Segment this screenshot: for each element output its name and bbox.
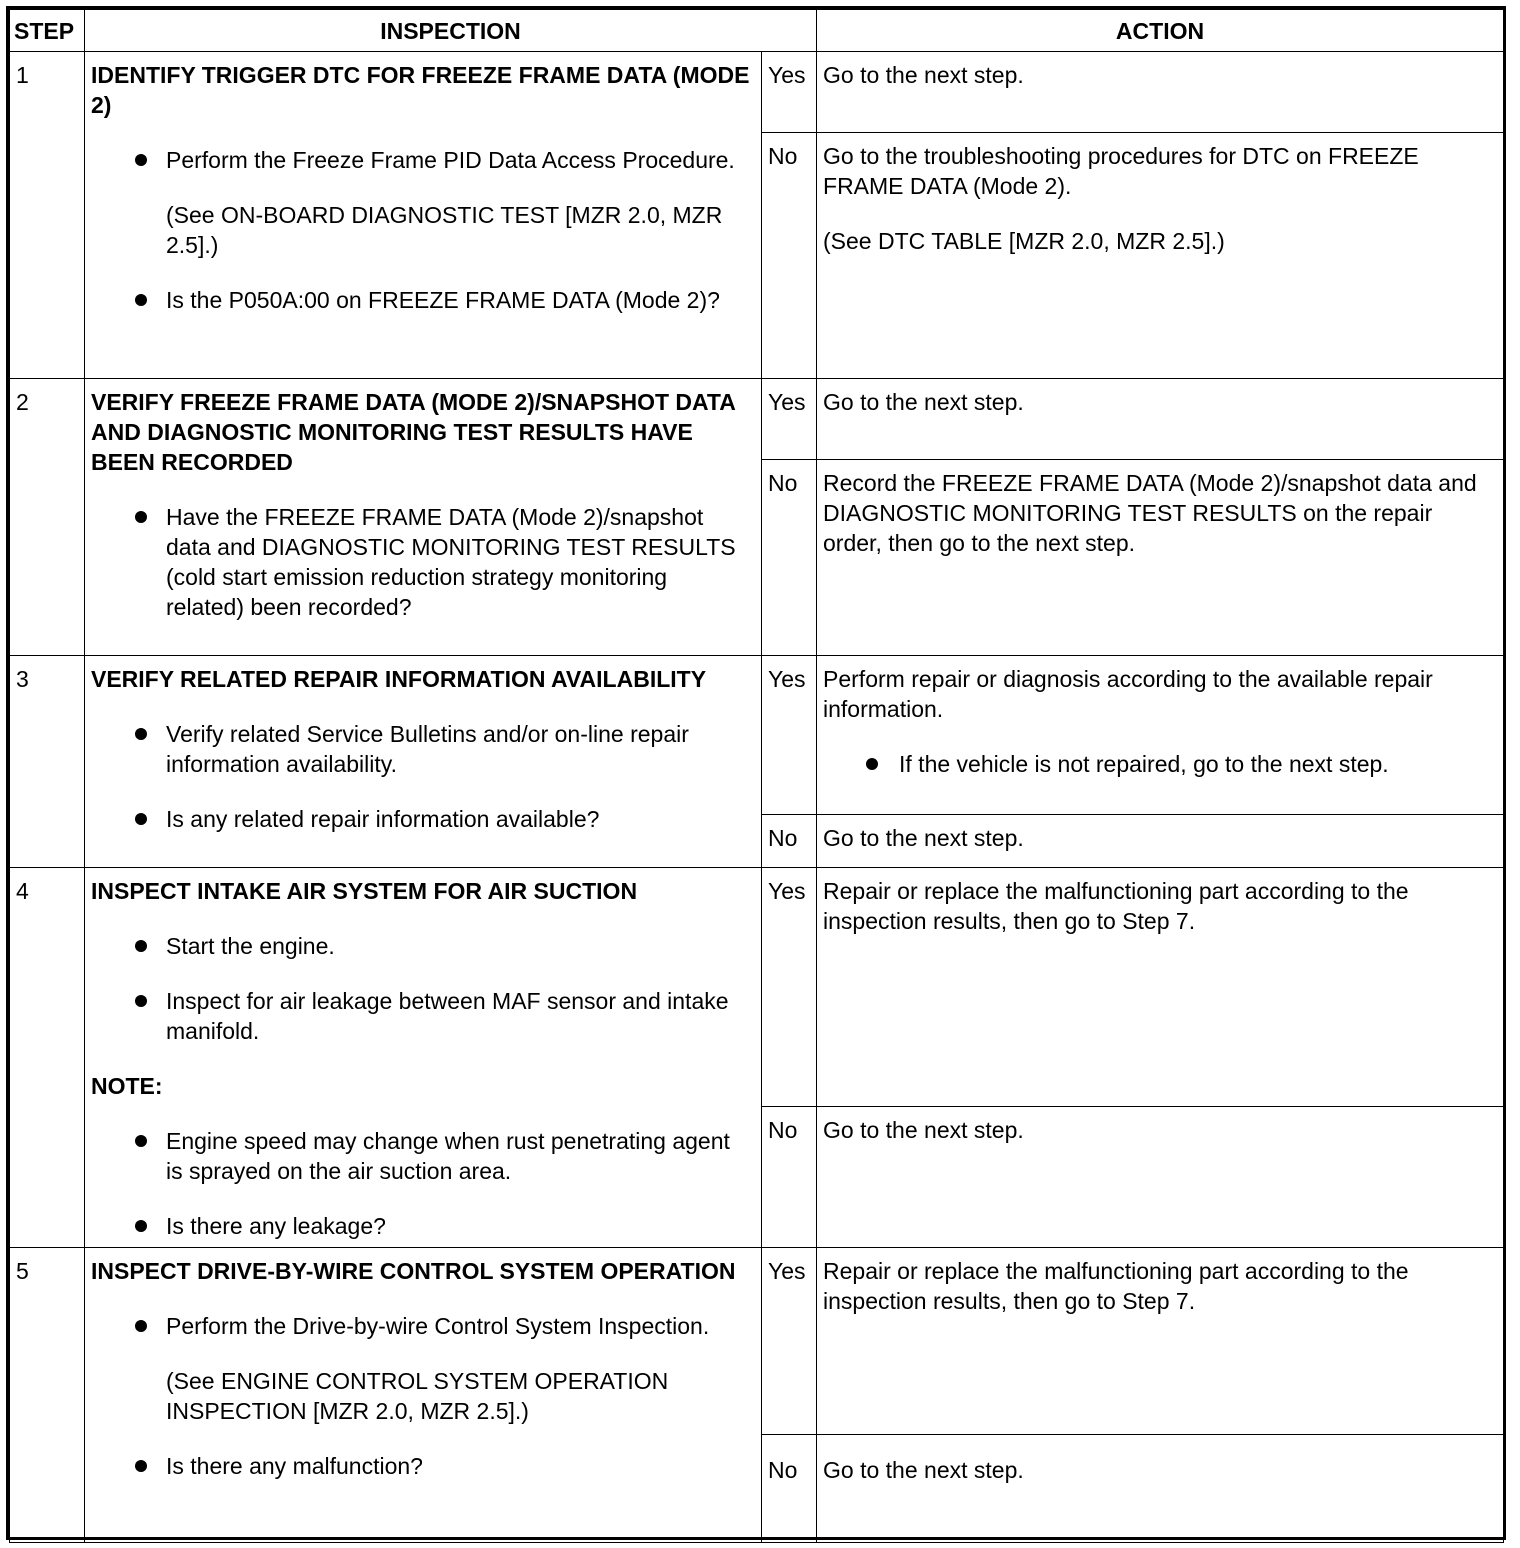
no-label: No <box>762 815 817 868</box>
bullet-text: Perform the Freeze Frame PID Data Access Procedure. <box>166 147 735 173</box>
step-number: 3 <box>10 656 85 868</box>
step-number: 2 <box>10 379 85 656</box>
bullet-text: Start the engine. <box>166 933 335 959</box>
step-title: INSPECT INTAKE AIR SYSTEM FOR AIR SUCTION <box>91 878 638 904</box>
step-5-inspection <box>85 1248 762 1543</box>
yes-action: Repair or replace the malfunctioning part according to the inspection results, then go to Step 7. <box>817 1248 1504 1435</box>
bullet-question <box>91 804 751 834</box>
step-4-inspection <box>85 868 762 1248</box>
note-bullet <box>91 1126 751 1186</box>
bullet-item <box>91 931 751 961</box>
yes-action: Go to the next step. <box>817 52 1504 133</box>
bullet-question <box>91 1211 751 1241</box>
yes-label: Yes <box>762 52 817 133</box>
bullet-icon <box>135 511 147 523</box>
step-number: 4 <box>10 868 85 1248</box>
step-1-inspection <box>85 52 762 379</box>
bullet-item <box>91 145 751 175</box>
no-action: Go to the next step. <box>817 1107 1504 1248</box>
step-title: INSPECT DRIVE-BY-WIRE CONTROL SYSTEM OPERATION <box>91 1258 736 1284</box>
no-action: Record the FREEZE FRAME DATA (Mode 2)/snapshot data and DIAGNOSTIC MONITORING TEST RESULTS on the repair order, then go to the next step. <box>817 460 1504 656</box>
question-text: Have the FREEZE FRAME DATA (Mode 2)/snapshot data and DIAGNOSTIC MONITORING TEST RESULTS (cold start emission reduction strategy monitoring related) been recorded? <box>166 504 736 620</box>
bullet-item <box>91 719 751 779</box>
step-3-inspection <box>85 656 762 868</box>
diagnostic-table <box>9 9 1504 1543</box>
step-4-yes-row <box>10 868 1504 1107</box>
reference-text: (See ENGINE CONTROL SYSTEM OPERATION INSPECTION [MZR 2.0, MZR 2.5].) <box>166 1368 669 1424</box>
step-3-yes-row <box>10 656 1504 815</box>
step-number: 1 <box>10 52 85 379</box>
no-action <box>817 133 1504 379</box>
bullet-icon <box>135 294 147 306</box>
inspection-column-header: INSPECTION <box>85 10 817 52</box>
bullet-text: If the vehicle is not repaired, go to the next step. <box>899 751 1389 777</box>
bullet-icon <box>135 1320 147 1332</box>
bullet-text: Inspect for air leakage between MAF sensor and intake manifold. <box>166 988 729 1044</box>
no-label: No <box>762 133 817 379</box>
bullet-icon <box>135 1460 147 1472</box>
header-row <box>10 10 1504 52</box>
step-title: IDENTIFY TRIGGER DTC FOR FREEZE FRAME DATA (MODE 2) <box>91 62 750 118</box>
step-5-yes-row <box>10 1248 1504 1435</box>
step-2-yes-row <box>10 379 1504 460</box>
yes-label: Yes <box>762 868 817 1107</box>
bullet-icon <box>135 1135 147 1147</box>
question-text: Is any related repair information available? <box>166 806 600 832</box>
action-column-header: ACTION <box>817 10 1504 52</box>
bullet-icon <box>135 940 147 952</box>
bullet-icon <box>135 995 147 1007</box>
bullet-question <box>91 1451 751 1481</box>
bullet-question <box>91 285 751 315</box>
no-label: No <box>762 460 817 656</box>
no-label: No <box>762 1435 817 1543</box>
action-bullet <box>823 749 1493 779</box>
yes-label: Yes <box>762 379 817 460</box>
bullet-icon <box>135 154 147 166</box>
step-title: VERIFY RELATED REPAIR INFORMATION AVAILABILITY <box>91 666 707 692</box>
question-text: Is there any leakage? <box>166 1213 386 1239</box>
yes-action: Repair or replace the malfunctioning part according to the inspection results, then go to Step 7. <box>817 868 1504 1107</box>
yes-action-text: Perform repair or diagnosis according to the available repair information. <box>823 666 1433 722</box>
yes-label: Yes <box>762 656 817 815</box>
step-number: 5 <box>10 1248 85 1543</box>
yes-action: Go to the next step. <box>817 379 1504 460</box>
bullet-item <box>91 1311 751 1341</box>
question-text: Is the P050A:00 on FREEZE FRAME DATA (Mode 2)? <box>166 287 720 313</box>
yes-action <box>817 656 1504 815</box>
no-action: Go to the next step. <box>817 1435 1504 1543</box>
step-2-inspection <box>85 379 762 656</box>
bullet-icon <box>135 813 147 825</box>
step-title: VERIFY FREEZE FRAME DATA (MODE 2)/SNAPSHOT DATA AND DIAGNOSTIC MONITORING TEST RESULTS HAVE BEEN RECORDED <box>91 389 736 475</box>
note-label: NOTE: <box>91 1073 163 1099</box>
bullet-icon <box>135 1220 147 1232</box>
no-label: No <box>762 1107 817 1248</box>
no-action-reference: (See DTC TABLE [MZR 2.0, MZR 2.5].) <box>823 228 1225 254</box>
no-action-text: Go to the troubleshooting procedures for DTC on FREEZE FRAME DATA (Mode 2). <box>823 143 1419 199</box>
bullet-text: Verify related Service Bulletins and/or on-line repair information availability. <box>166 721 689 777</box>
bullet-icon <box>135 728 147 740</box>
no-action: Go to the next step. <box>817 815 1504 868</box>
step-1-yes-row <box>10 52 1504 133</box>
bullet-text: Engine speed may change when rust penetrating agent is sprayed on the air suction area. <box>166 1128 730 1184</box>
question-text: Is there any malfunction? <box>166 1453 423 1479</box>
bullet-item <box>91 986 751 1046</box>
bullet-question <box>91 502 751 622</box>
diagnostic-procedure-document <box>6 6 1506 1540</box>
yes-label: Yes <box>762 1248 817 1435</box>
reference-text: (See ON-BOARD DIAGNOSTIC TEST [MZR 2.0, MZR 2.5].) <box>166 202 723 258</box>
bullet-icon <box>866 758 878 770</box>
bullet-text: Perform the Drive-by-wire Control System Inspection. <box>166 1313 710 1339</box>
step-column-header: STEP <box>10 10 85 52</box>
